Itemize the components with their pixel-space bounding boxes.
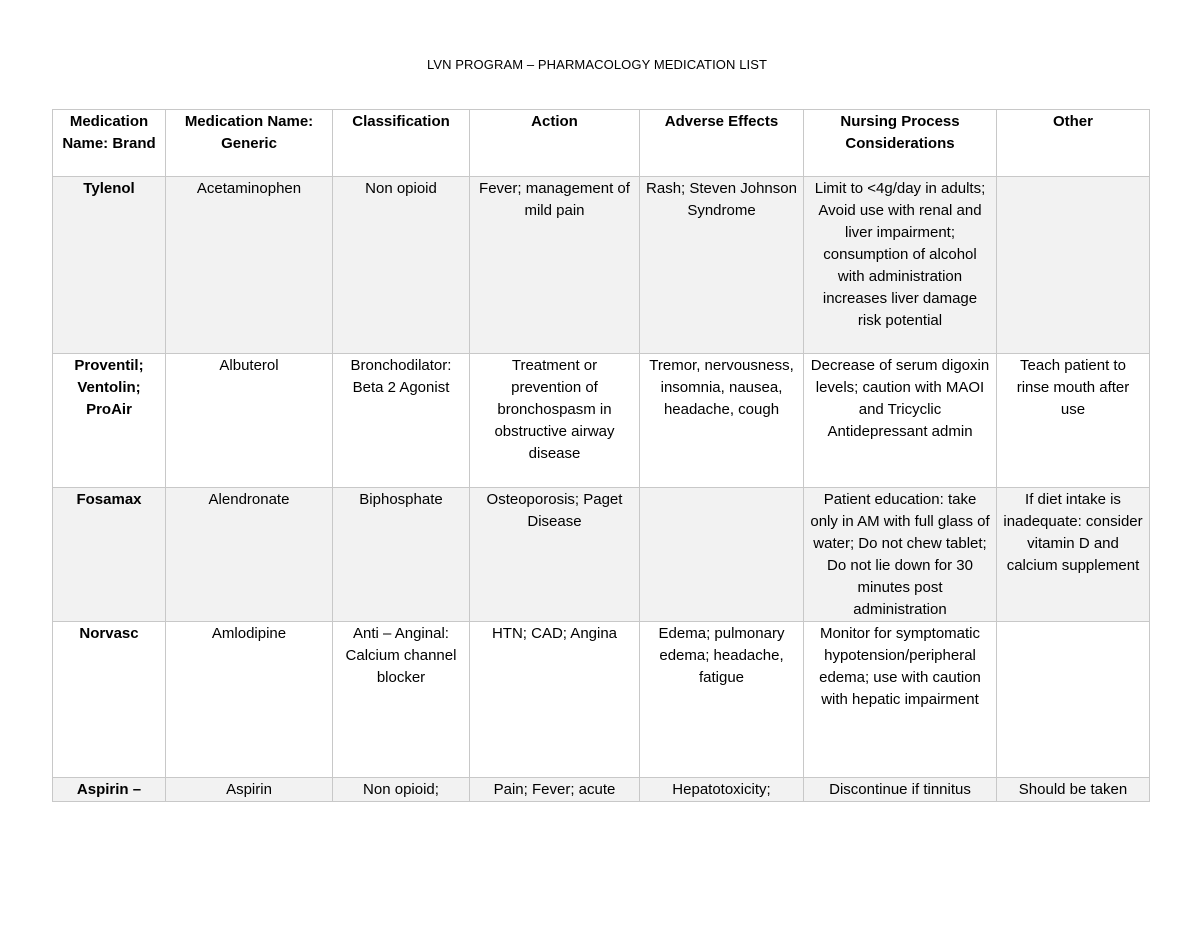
classification-cell: Non opioid bbox=[333, 177, 470, 354]
adverse-effects-cell: Tremor, nervousness, insomnia, nausea, headache, cough bbox=[640, 354, 804, 488]
classification-cell: Anti – Anginal: Calcium channel blocker bbox=[333, 622, 470, 778]
other-cell bbox=[997, 622, 1150, 778]
action-cell: Osteoporosis; Paget Disease bbox=[470, 488, 640, 622]
adverse-effects-cell bbox=[640, 488, 804, 622]
header-action: Action bbox=[470, 110, 640, 177]
brand-cell: Proventil; Ventolin; ProAir bbox=[53, 354, 166, 488]
other-cell: If diet intake is inadequate: consider vitamin D and calcium supplement bbox=[997, 488, 1150, 622]
other-cell: Should be taken bbox=[997, 778, 1150, 802]
header-row bbox=[53, 110, 1150, 177]
table-row bbox=[53, 177, 1150, 354]
classification-cell: Non opioid; bbox=[333, 778, 470, 802]
nursing-cell: Decrease of serum digoxin levels; caution with MAOI and Tricyclic Antidepressant admin bbox=[804, 354, 997, 488]
brand-cell: Norvasc bbox=[53, 622, 166, 778]
generic-cell: Albuterol bbox=[166, 354, 333, 488]
brand-cell: Aspirin – bbox=[53, 778, 166, 802]
classification-cell: Bronchodilator: Beta 2 Agonist bbox=[333, 354, 470, 488]
nursing-cell: Patient education: take only in AM with full glass of water; Do not chew tablet; Do not lie down for 30 minutes post administration bbox=[804, 488, 997, 622]
action-cell: Pain; Fever; acute bbox=[470, 778, 640, 802]
other-cell: Teach patient to rinse mouth after use bbox=[997, 354, 1150, 488]
adverse-effects-cell: Rash; Steven Johnson Syndrome bbox=[640, 177, 804, 354]
header-brand: Medication Name: Brand bbox=[53, 110, 166, 177]
brand-cell: Tylenol bbox=[53, 177, 166, 354]
nursing-cell: Monitor for symptomatic hypotension/peripheral edema; use with caution with hepatic impairment bbox=[804, 622, 997, 778]
action-cell: HTN; CAD; Angina bbox=[470, 622, 640, 778]
table-row bbox=[53, 622, 1150, 778]
nursing-cell: Limit to <4g/day in adults; Avoid use with renal and liver impairment; consumption of alcohol with administration increases liver damage risk potential bbox=[804, 177, 997, 354]
table-row bbox=[53, 488, 1150, 622]
generic-cell: Aspirin bbox=[166, 778, 333, 802]
page-title: LVN PROGRAM – PHARMACOLOGY MEDICATION LIST bbox=[426, 57, 768, 72]
header-classification: Classification bbox=[333, 110, 470, 177]
brand-cell: Fosamax bbox=[53, 488, 166, 622]
header-adverse-effects: Adverse Effects bbox=[640, 110, 804, 177]
table-row bbox=[53, 778, 1150, 802]
action-cell: Treatment or prevention of bronchospasm in obstructive airway disease bbox=[470, 354, 640, 488]
nursing-cell: Discontinue if tinnitus bbox=[804, 778, 997, 802]
generic-cell: Amlodipine bbox=[166, 622, 333, 778]
generic-cell: Acetaminophen bbox=[166, 177, 333, 354]
classification-cell: Biphosphate bbox=[333, 488, 470, 622]
header-generic: Medication Name: Generic bbox=[166, 110, 333, 177]
header-other: Other bbox=[997, 110, 1150, 177]
table-row bbox=[53, 354, 1150, 488]
adverse-effects-cell: Hepatotoxicity; bbox=[640, 778, 804, 802]
action-cell: Fever; management of mild pain bbox=[470, 177, 640, 354]
header-nursing-considerations: Nursing Process Considerations bbox=[804, 110, 997, 177]
adverse-effects-cell: Edema; pulmonary edema; headache, fatigue bbox=[640, 622, 804, 778]
other-cell bbox=[997, 177, 1150, 354]
generic-cell: Alendronate bbox=[166, 488, 333, 622]
medication-table bbox=[52, 109, 1150, 802]
